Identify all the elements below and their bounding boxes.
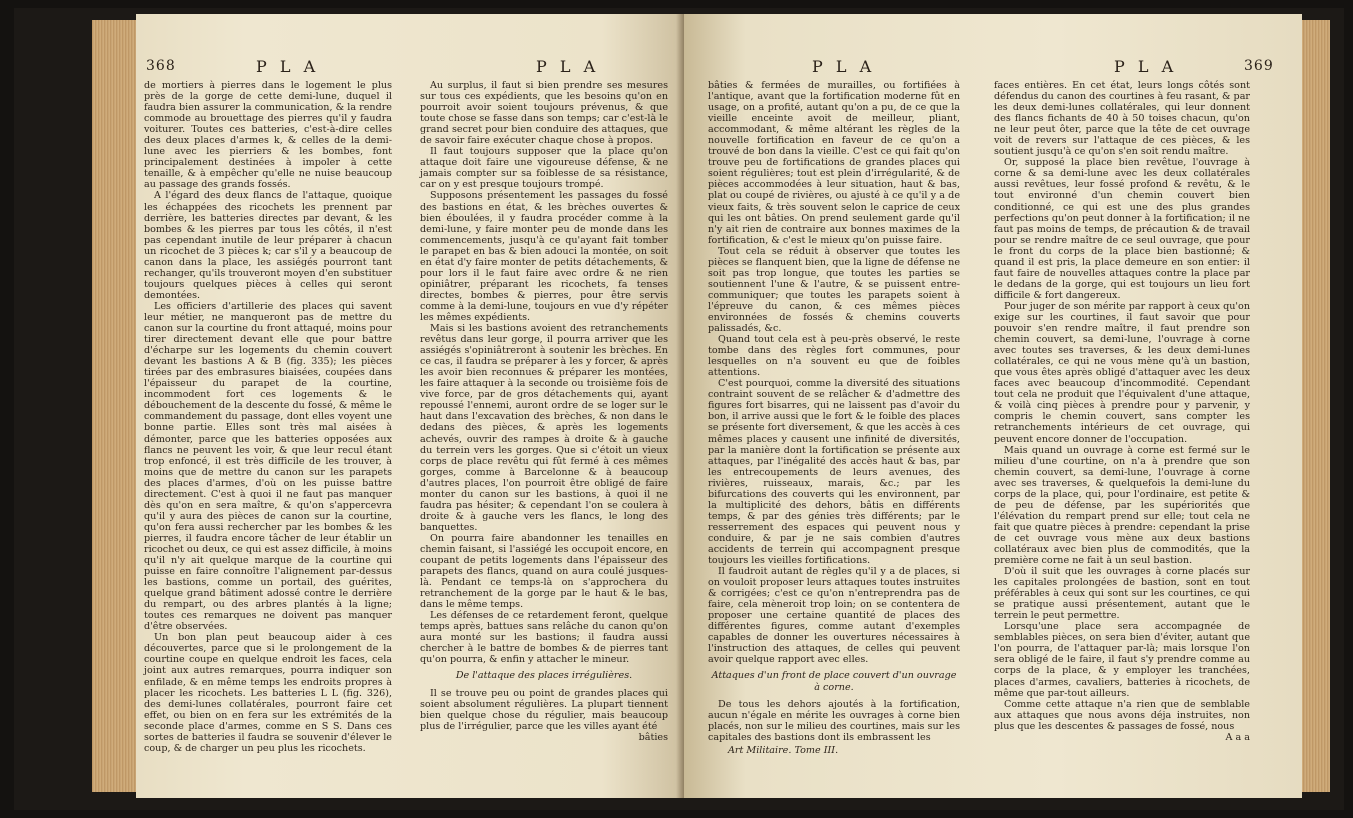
- paragraph: C'est pourquoi, comme la diversité des situations contraint souvent de se relâcher & d'admettre des figures fort bisarres, qui ne laissent pas d'avoir du bon, il arrive aussi que le fort & le foible des places se présente fort diversement, & que les accès à ces mêmes places y causent une infinité de diversités, par la manière dont la fortification se présente aux attaques, par l'inégalité des accès haut & bas, par les entrecoupements de leurs avenues, des rivières, ruisseaux, marais, &c.; par les bifurcations des couverts qui les environnent, par la multiplicité des dehors, bâtis en différents temps, & par des génies très différents; par le resserrement des espaces qui peuvent nous y conduire, & par je ne sais combien d'autres accidents de terrein qui accompagnent presque toujours les vieilles fortifications.: [708, 378, 960, 567]
- page-edges-right: [1300, 20, 1330, 792]
- paragraph: de mortiers à pierres dans le logement le plus près de la gorge de cette demi-lune, duquel il faudra bien assurer la communication, & la rendre commode au brouettage des pierres qu'il y faudra voiturer. Toutes ces batteries, c'est-à-dire celles des deux places d'armes k, & celles de la demi-lune avec les pierriers & les bombes, font principalement destinées à impoler à cette tenaille, & à empêcher qu'elle ne nuise beaucoup au passage des grands fossés.: [144, 80, 392, 191]
- paragraph: Il se trouve peu ou point de grandes places qui soient absolument régulières. La plupart tiennent bien quelque chose du régulier, mais beaucoup plus de l'irrégulier, parce que les villes ayant été: [420, 687, 668, 732]
- left-page: [136, 14, 684, 798]
- paragraph: Un bon plan peut beaucoup aider à ces découvertes, parce que si le prolongement de la courtine coupe en quelque endroit les faces, cela joint aux autres remarques, pourra indiquer son enfilade, & en même temps les endroits propres à placer les ricochets. Les batteries L L (fig. 326), des demi-lunes collatérales, pourront faire cet effet, ou bien on en fera sur les extrémités de la seconde place d'armes, comme en S S. Dans ces sortes de batteries il faudra se souvenir d'élever le coup, & de charger un peu plus les ricochets.: [144, 632, 392, 754]
- paragraph: Tout cela se réduit à observer que toutes les pièces se flanquent bien, que la ligne de défense ne soit pas trop longue, que toutes les parties se soutiennent l'une & l'autre, & se puissent entre-communiquer; que toutes les parapets soient à l'épreuve du canon, & ces mêmes pièces environnées de fossés & chemins couverts palissadés, &c.: [708, 245, 960, 335]
- right-page: [684, 14, 1302, 798]
- right-column-2: [994, 80, 1250, 743]
- paragraph: Mais si les bastions avoient des retranchements revêtus dans leur gorge, il pourra arriver que les assiégés s'opiniâtreront à soutenir les brèches. En ce cas, il faudra se préparer à les y forcer, & après les avoir bien reconnues & préparer les montées, les faire attaquer à la seconde ou troisième fois de vive force, par de gros détachements qui, ayant repoussé l'ennemi, auront ordre de se loger sur le haut dans l'excavation des brèches, & non dans le dedans des pièces, & après les logements achevés, ouvrir des rampes à droite & à gauche du terrein vers les gorges. Que si c'étoit un vieux corps de place revêtu qui fût fermé à ces mêmes gorges, comme à Barcelonne & à beaucoup d'autres places, l'on pourroit être obligé de faire monter du canon sur les bastions, à quoi il ne faudra pas hésiter; & cependant l'on se coulera à droite & à gauche vers les flancs, le long des banquettes.: [420, 323, 668, 533]
- paragraph: A l'égard des deux flancs de l'attaque, quoique les échappées des ricochets les prennent par derrière, les batteries directes par devant, & les bombes & les pierres par tous les côtés, il n'est pas cependant inutile de leur préparer à chacun un ricochet de 3 pièces k; car s'il y a beaucoup de canon dans la place, les assiégés pourront tant rechanger, qu'ils trouveront moyen d'en substituer toujours quelques pièces à celles qui seront demontées.: [144, 190, 392, 301]
- paragraph: On pourra faire abandonner les tenailles en chemin faisant, si l'assiégé les occupoit encore, en coupant de petits logements dans l'épaisseur des parapets des flancs, quand on aura coulé jusques-là. Pendant ce temps-là on s'approchera du retranchement de la gorge par le haut & le bas, dans le même temps.: [420, 532, 668, 611]
- paragraph: Les défenses de ce retardement feront, quelque temps après, battues sans relâche du canon qu'on aura monté sur les bastions; il faudra aussi chercher à le battre de bombes & de pierres tant qu'on pourra, & enfin y attacher le mineur.: [420, 610, 668, 666]
- section-heading: De l'attaque des places irrégulières.: [455, 670, 633, 682]
- paragraph: Quand tout cela est à peu-près observé, le reste tombe dans des règles fort communes, pour lesquelles on n'a souvent eu que de foibles attentions.: [708, 334, 960, 379]
- signature-mark: A a a: [1225, 731, 1250, 743]
- paragraph: Mais quand un ouvrage à corne est fermé sur le milieu d'une courtine, on n'a à prendre que son chemin couvert, sa demi-lune, l'ouvrage à corne avec ses traverses, & quelquefois la demi-lune du corps de la place, qui, pour l'ordinaire, est petite & de peu de défense, par les supériorités que l'élévation du rempart prend sur elle; tout cela ne fait que quatre pièces à prendre: cependant la prise de cet ouvrage vous mène aux deux bastions collatéraux avec bien plus de commodités, que la première corne ne fait à un seul bastion.: [994, 444, 1250, 567]
- running-head-left-col1: P L A: [256, 57, 320, 76]
- left-column-2: [420, 80, 668, 743]
- paragraph: bâties & fermées de murailles, ou fortifiées à l'antique, avant que la fortification moderne fût en usage, on a profité, autant qu'on a pu, de ce que la vieille enceinte avoit de meilleur, pliant, accommodant, & même altérant les règles de la nouvelle fortification en faveur de ce qu'on a trouvé de bon dans la vieille. C'est ce qui fait qu'on trouve peu de fortifications de grandes places qui soient régulières; tout est plein d'irrégularité, & de pièces accommodées à leur situation, haut & bas, plat ou coupé de rivières, ou ajusté à ce qu'il y a de vieux faits, & très souvent selon le caprice de ceux qui les ont bâties. On prend seulement garde qu'il n'y ait rien de contraire aux bonnes maximes de la fortification, & c'est le mieux qu'on puisse faire.: [708, 80, 960, 246]
- running-head-right-col1: P L A: [812, 57, 876, 76]
- footer-title: Art Militaire. Tome III.: [728, 744, 839, 756]
- paragraph: Supposons présentement les passages du fossé des bastions en état, & les brèches ouvertes & bien éboulées, il y faudra procéder comme à la demi-lune, y faire monter peu de monde dans les commencements, jusqu'à ce qu'ayant fait tomber le parapet en bas & bien adouci la montée, on soit en état d'y faire monter de petits détachements, & pour lors il le faut faire avec ordre & ne rien opiniâtrer, préparant les ricochets, fa tenses directes, bombes & pierres, pour être servis comme à la demi-lune, toujours en vue d'y répéter les mêmes expédients.: [420, 190, 668, 323]
- catchword: bâties: [638, 731, 668, 743]
- paragraph: Or, supposé la place bien revêtue, l'ouvrage à corne & sa demi-lune avec les deux collatérales aussi revêtues, leur fossé profond & revêtu, & le tout environné d'un chemin couvert bien conditionné, ce qui est une des plus grandes perfections qu'on peut donner à la fortification; il ne faut pas moins de temps, de précaution & de travail pour se rendre maître de ce seul ouvrage, que pour le front du corps de la place bien bastionné; & quand il est pris, la place demeure en son entier: il faut faire de nouvelles attaques contre la place par le dedans de la gorge, qui est toujours un lieu fort difficile & fort dangereux.: [994, 157, 1250, 301]
- paragraph: De tous les dehors ajoutés à la fortification, aucun n'égale en mérite les ouvrages à corne bien placés, non sur le milieu des courtines, mais sur les capitales des bastions dont ils embrassent les: [708, 698, 960, 743]
- paragraph: D'où il suit que les ouvrages à corne placés sur les capitales prolongées de bastion, sont en tout préférables à ceux qui sont sur les courtines, ce qui se pratique aussi présentement, autant que le terrein le peut permettre.: [994, 566, 1250, 622]
- page-number-left: 368: [146, 58, 176, 74]
- right-column-1: [708, 80, 960, 756]
- paragraph: Les officiers d'artillerie des places qui savent leur métier, ne manqueront pas de mettre du canon sur la courtine du front attaqué, moins pour tirer directement devant elle que pour battre d'écharpe sur les logements du chemin couvert devant les bastions A & B (fig. 335); les pièces tirées par des embrasures biaisées, coupées dans l'épaisseur du parapet de la courtine, incommodent fort ces logements & le débouchement de la descente du fossé, & même le commandement du passage, dont elles voyent une bonne partie. Elles sont très mal aisées à démonter, parce que les batteries opposées aux flancs ne peuvent les voir, & que leur recul étant trop enfoncé, il est très difficile de les trouver, à moins que de mettre du canon sur les parapets des places d'armes, d'où on les puisse battre directement. C'est à quoi il ne faut pas manquer dès qu'on en sera maître, & qu'on s'appercevra qu'il y aura des pièces de canon sur la courtine, qu'on fera aussi rechercher par les bombes & les pierres, il faudra encore tâcher de leur établir un ricochet ou deux, ce qui est assez difficile, à moins qu'il n'y ait quelque marque de la courtine qui puisse en faire connoître l'alignement par-dessus les bastions, comme un portail, des guérites, quelque grand bâtiment adossé contre le derrière du rempart, ou des arbres plantés à la ligne; toutes ces remarques ne doivent pas manquer d'être observées.: [144, 300, 392, 633]
- paragraph: Il faudroit autant de règles qu'il y a de places, si on vouloit proposer leurs attaques toutes instruites & corrigées; c'est ce qu'on n'entreprendra pas de faire, cela mèneroit trop loin; on se contentera de proposer une certaine quantité de places des différentes figures, comme autant d'exemples capables de donner les ouvertures nécessaires à l'instruction des attaques, de celles qui peuvent avoir quelque rapport avec elles.: [708, 566, 960, 666]
- paragraph: Au surplus, il faut si bien prendre ses mesures sur tous ces expédients, que les besoins qu'on en pourroit avoir soient toujours prévenus, & que toute chose se fasse dans son temps; car c'est-là le grand secret pour bien conduire des attaques, que de savoir faire exécuter chaque chose à propos.: [420, 80, 668, 147]
- right-header: [684, 57, 1302, 78]
- paragraph: Il faut toujours supposer que la place qu'on attaque doit faire une vigoureuse défense, & ne jamais compter sur sa foiblesse de sa résistance, car on y est presque toujours trompé.: [420, 146, 668, 191]
- section-heading: Attaques d'un front de place couvert d'un ouvrage à corne.: [711, 670, 957, 693]
- left-column-1: [144, 80, 392, 754]
- paragraph: Lorsqu'une place sera accompagnée de semblables pièces, on sera bien d'éviter, autant que l'on pourra, de l'attaquer par-là; mais lorsque l'on sera obligé de le faire, il faut s'y prendre comme au corps de la place, & y employer les tranchées, places d'armes, cavaliers, batteries à ricochets, de même que par-tout ailleurs.: [994, 621, 1250, 699]
- left-header: [136, 57, 684, 78]
- page-number-right: 369: [1244, 58, 1274, 74]
- running-head-right-col2: P L A: [1114, 57, 1178, 76]
- paragraph: Comme cette attaque n'a rien que de semblable aux attaques que nous avons déja instruites, non plus que les descentes & passages de fossé, nous: [994, 698, 1250, 732]
- paragraph: faces entières. En cet état, leurs longs côtés sont défendus du canon des courtines à feu rasant, & par les deux demi-lunes collatérales, qui leur donnent des flancs fichants de 40 à 50 toises chacun, qu'on ne leur peut ôter, parce que la tête de cet ouvrage voit de revers sur l'attaque de ces pièces, & les soutient jusqu'à ce qu'on s'en soit rendu maître.: [994, 80, 1250, 158]
- running-head-left-col2: P L A: [536, 57, 600, 76]
- paragraph: Pour juger de son mérite par rapport à ceux qu'on exige sur les courtines, il faut savoir que pour pouvoir s'en rendre maître, il faut prendre son chemin couvert, sa demi-lune, l'ouvrage à corne avec toutes ses traverses, & les deux demi-lunes collatérales, ce qui ne vous mène qu'à un bastion, que vous êtes après obligé d'attaquer avec les deux faces avec beaucoup d'incommodité. Cependant tout cela ne produit que l'équivalent d'une attaque, & voilà cinq pièces à prendre pour y parvenir, y compris le chemin couvert, sans compter les retranchements intérieurs de cet ouvrage, qui peuvent encore donner de l'occupation.: [994, 300, 1250, 445]
